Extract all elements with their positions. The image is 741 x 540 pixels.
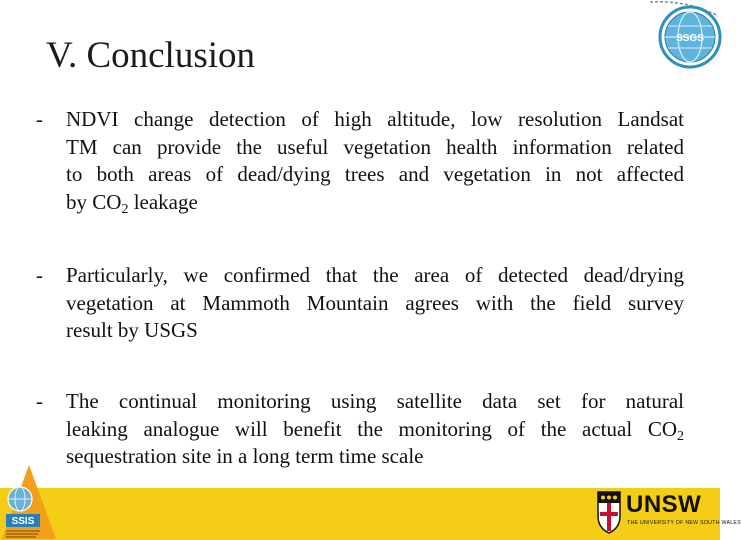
unsw-crest-icon — [596, 490, 622, 534]
bullet-3-line-2: leaking analogue will benefit the monitoring of the actual $CO_2$ — [66, 416, 684, 444]
bullet-dash: - — [36, 107, 43, 131]
bullet-2-line-1: Particularly, we confirmed that the area of detected dead/drying — [66, 263, 684, 287]
bullet-2-line-2: vegetation at Mammoth Mountain agrees with the field survey — [66, 290, 684, 315]
bullet-2-line-3: result by USGS — [66, 318, 198, 342]
bullet-3 — [36, 388, 684, 471]
bullet-dash: - — [36, 389, 43, 413]
bullet-1 — [36, 106, 684, 216]
ssis-logo-icon — [0, 463, 58, 540]
bullet-1-line-2: TM can provide the useful vegetation health information related — [66, 134, 684, 159]
unsw-logo — [596, 490, 741, 536]
unsw-wordmark: UNSW — [626, 491, 702, 518]
unsw-subtitle: THE UNIVERSITY OF NEW SOUTH WALES — [627, 520, 741, 526]
bullet-1-line-3: to both areas of dead/dying trees and vegetation in not affected — [66, 162, 684, 186]
svg-text:SSGS: SSGS — [676, 33, 704, 44]
bullet-1-line-1: NDVI change detection of high altitude, low resolution Landsat — [66, 107, 684, 131]
bullet-1-line-4: by $CO_2$ leakage — [66, 189, 198, 217]
bullet-3-line-3: sequestration site in a long term time scale — [66, 444, 424, 468]
bullet-3-line-1: The continual monitoring using satellite data set for natural — [66, 389, 684, 413]
bullet-2 — [36, 262, 684, 345]
svg-text:SSIS: SSIS — [11, 516, 35, 527]
bullet-dash: - — [36, 263, 43, 287]
slide-title: V. Conclusion — [46, 35, 256, 76]
